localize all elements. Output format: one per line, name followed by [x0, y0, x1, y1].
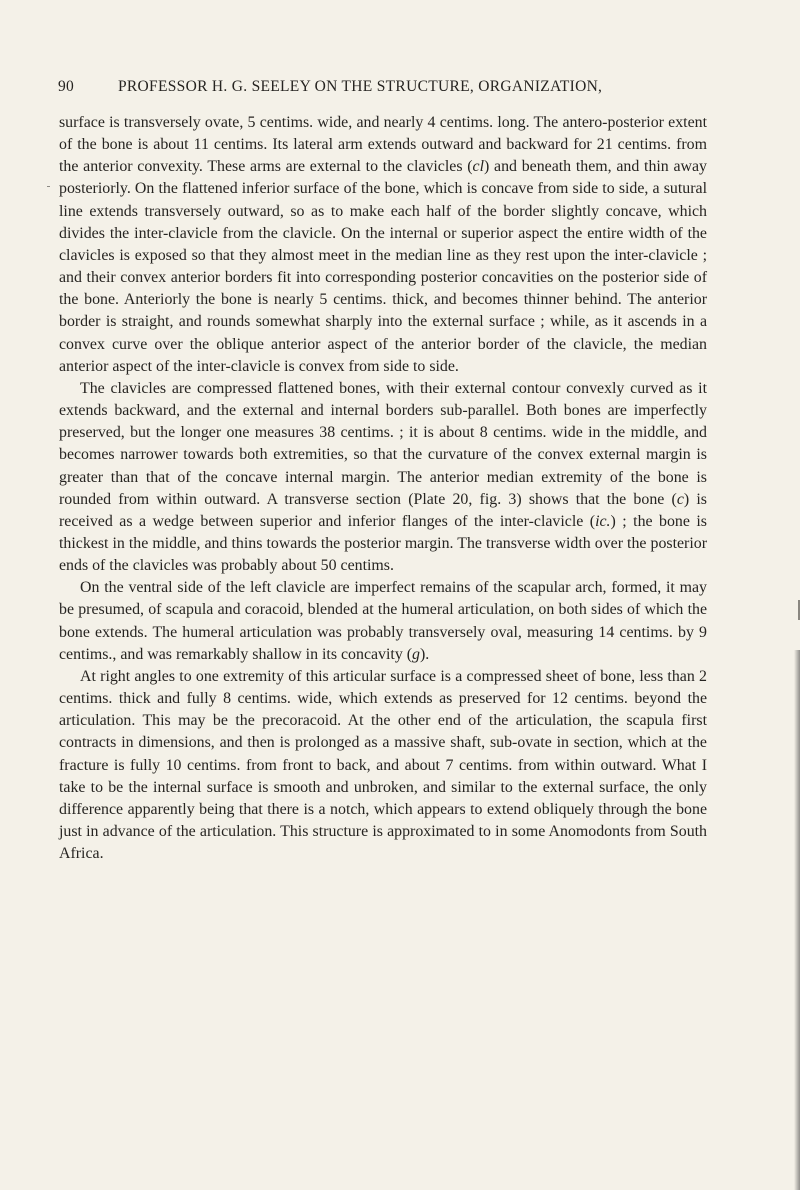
- text-run: ) and beneath them, and thin away posteriorly. On the flattened inferior surface of the bone, which is concave from side to side, a sutural line extends transversely outward, so as to make each half of the border slightly concave, which divides the inter-clavicle from the clavicle. On the internal or superior aspect the entire width of the clavicles is exposed so that they almost meet in the median line as they rest upon the inter-clavicle ; and their convex anterior borders fit into corresponding posterior concavities on the posterior side of the bone. Anteriorly the bone is nearly 5 centims. thick, and becomes thinner behind. The anterior border is straight, and rounds somewhat sharply into the external surface ; while, as it ascends in a convex curve over the oblique anterior aspect of the anterior border of the clavicle, the median anterior aspect of the inter-clavicle is convex from side to side.: [59, 158, 708, 375]
- margin-mark: [47, 186, 50, 187]
- page-number: 90: [58, 78, 75, 95]
- paragraph-scapular-arch: [59, 577, 707, 666]
- paragraph-sternum: [59, 112, 707, 378]
- running-header: [58, 78, 718, 102]
- text-run: ) is received as a wedge between superior and inferior flanges of the inter-clavicle (: [59, 490, 707, 530]
- figure-label-ic: ic.: [595, 512, 611, 530]
- figure-label-cl: cl: [472, 158, 485, 176]
- body-text: [59, 112, 707, 865]
- running-title: PROFESSOR H. G. SEELEY ON THE STRUCTURE, ORGANIZATION,: [118, 78, 603, 95]
- page-edge-shadow: [794, 650, 800, 1190]
- text-run: On the ventral side of the left clavicle are imperfect remains of the scapular arch, formed, it may be presumed, of scapula and coracoid, blended at the humeral articulation, on both sides of which the bone extends. The humeral articulation was probably transversely oval, measuring 14 centims. by 9 centims., and was remarkably shallow in its concavity (: [59, 579, 707, 663]
- paragraph-clavicles: [59, 378, 707, 577]
- text-run: ) ; the bone is thickest in the middle, and thins towards the posterior margin. The transverse width over the posterior ends of the clavicles was probably about 50 centims.: [59, 512, 707, 575]
- text-run: At right angles to one extremity of this articular surface is a compressed sheet of bone, less than 2 centims. thick and fully 8 centims. wide, which extends as preserved for 12 centims. beyond the articulation. This may be the precoracoid. At the other end of the articulation, the scapula first contracts in dimensions, and then is prolonged as a massive shaft, sub-ovate in section, which at the fracture is fully 10 centims. from front to back, and about 7 centims. from within outward. What I take to be the internal surface is smooth and unbroken, and similar to the external surface, the only difference apparently being that there is a notch, which appears to extend obliquely through the bone just in advance of the articulation. This structure is approximated to in some Anomodonts from South Africa.: [59, 667, 707, 863]
- text-run: The clavicles are compressed flattened bones, with their external contour convexly curved as it extends backward, and the external and internal borders sub-parallel. Both bones are imperfectly preserved, but the longer one measures 38 centims. ; it is about 8 centims. wide in the middle, and becomes narrower towards both extremities, so that the curvature of the convex external margin is greater than that of the concave internal margin. The anterior median extremity of the bone is rounded from within outward. A transverse section (Plate 20, fig. 3) shows that the bone (: [59, 379, 707, 508]
- figure-label-g: g: [412, 645, 420, 663]
- figure-label-c: c: [676, 490, 684, 508]
- text-run: ).: [419, 645, 430, 663]
- paragraph-precoracoid: [59, 666, 707, 865]
- text-run: surface is transversely ovate, 5 centims. wide, and nearly 4 centims. long. The antero-posterior extent of the bone is about 11 centims. Its lateral arm extends outward and backward for 21 centims. from the anterior convexity. These arms are external to the clavicles (: [59, 114, 707, 176]
